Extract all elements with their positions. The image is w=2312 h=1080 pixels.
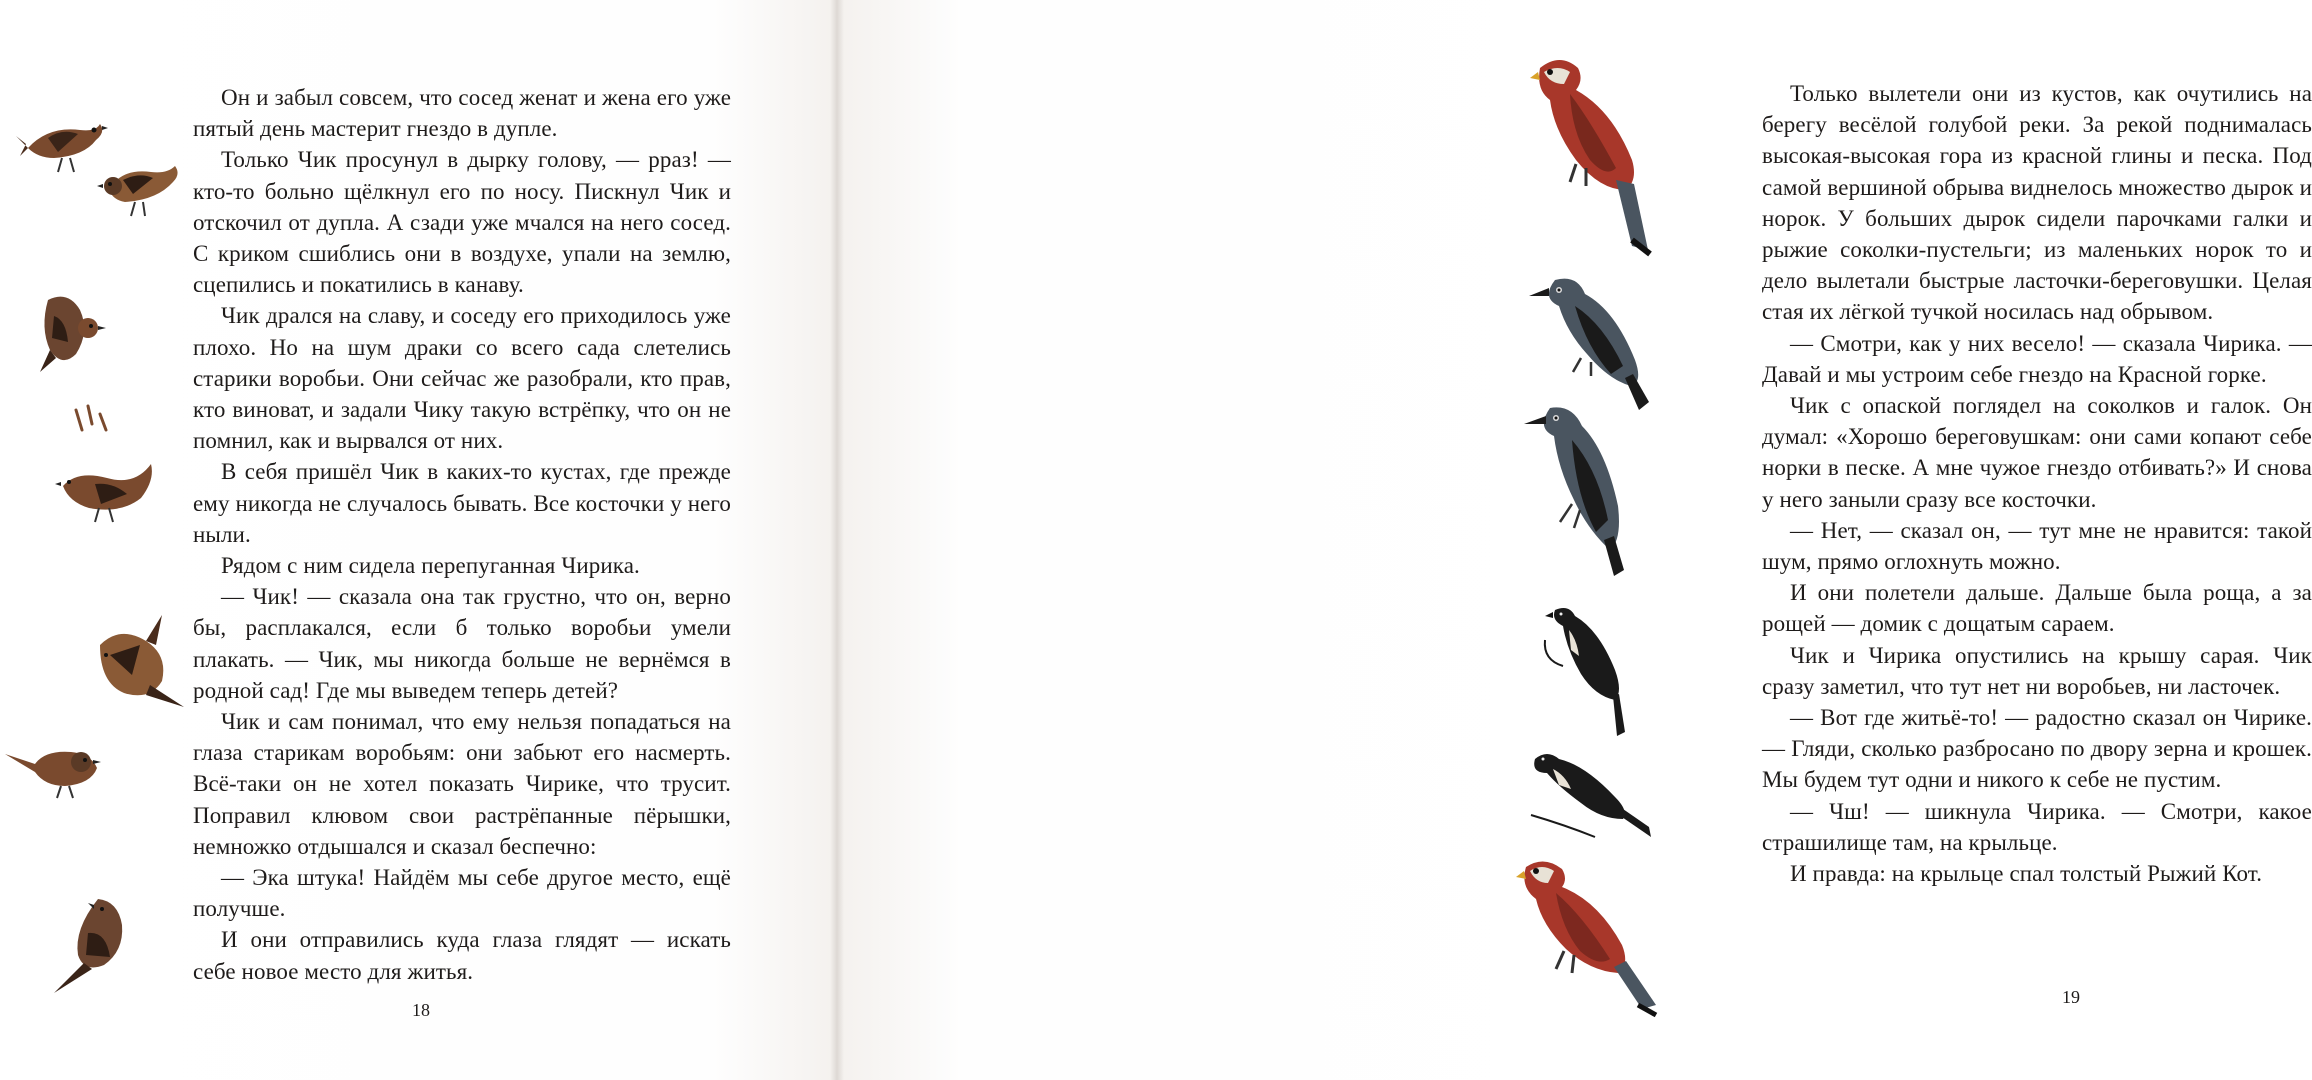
paragraph: Он и забыл совсем, что сосед женат и жена его уже пятый день мастерит гнездо в дупле. bbox=[193, 85, 731, 142]
sparrow-icon bbox=[5, 730, 105, 800]
kestrel-icon bbox=[1510, 855, 1660, 1020]
swallow-icon bbox=[1525, 745, 1655, 855]
paragraph: Чик и сам понимал, что ему нельзя попадаться на глаза старикам воробьям: они забьют его насмерть. Всё-таки он не хотел показать Чирике, что трусит. Поправил клювом свои растрёпанные пёрышки, немножко отдышался и сказал беспечно: bbox=[193, 709, 731, 859]
right-page-text bbox=[1762, 78, 2312, 889]
sparrow-icon bbox=[72, 400, 112, 440]
paragraph: — Чш! — шикнула Чирика. — Смотри, какое страшилище там, на крыльце. bbox=[1762, 798, 2312, 855]
paragraph: Чик дрался на славу, и соседу его приходилось уже плохо. Но на шум драки со всего сада слетелись старики воробьи. Они сейчас же разобрали, кто прав, кто виноват, и задали Чику такую встрёпку, что он не помнил, как и вырвался от них. bbox=[193, 303, 731, 454]
paragraph: Чик с опаской поглядел на соколков и галок. Он думал: «Хорошо береговушкам: они сами копают себе норки в песке. А мне чужое гнездо отбивать?» И снова у него заныли сразу все косточки. bbox=[1762, 393, 2312, 512]
gutter-shadow bbox=[830, 0, 844, 1080]
paragraph: — Чик! — сказала она так грустно, что он, верно бы, расплакался, если б только воробьи умели плакать. — Чик, мы никогда больше не вернёмся в родной сад! Где мы выведем теперь детей? bbox=[193, 584, 731, 703]
paragraph: И они отправились куда глаза глядят — искать себе новое место для житья. bbox=[193, 927, 731, 984]
kestrel-icon bbox=[1520, 50, 1665, 260]
swallow-icon bbox=[1535, 600, 1645, 740]
paragraph: И они полетели дальше. Дальше была роща, а за рощей — домик с дощатым сараем. bbox=[1762, 580, 2312, 637]
paragraph: — Нет, — сказал он, — тут мне не нравится: такой шум, прямо оглохнуть можно. bbox=[1762, 517, 2312, 575]
paragraph: — Вот где житьё-то! — радостно сказал он Чирике. — Гляди, сколько разбросано по двору зерна и крошек. Мы будем тут одни и никого к себе не пустим. bbox=[1762, 705, 2312, 793]
paragraph: Рядом с ним сидела перепуганная Чирика. bbox=[221, 553, 640, 579]
page-number: 19 bbox=[2062, 987, 2080, 1007]
paragraph: Только Чик просунул в дырку голову, — рраз! — кто-то больно щёлкнул его по носу. Пискнул Чик и отскочил от дупла. А сзади уже мчался на него сосед. С криком сшиблись они в воздухе, упали на землю, сцепились и покатились в канаву. bbox=[193, 147, 731, 298]
paragraph: Только вылетели они из кустов, как очутились на берегу весёлой голубой реки. За рекой поднималась высокая-высокая гора из красной глины и песка. Под самой вершиной обрыва виднелось множество дырок и норок. У больших дырок сидели парочками галки и рыжие соколки-пустельги; из маленьких норок то и дело вылетали быстрые ласточки-береговушки. Целая стая их лёгкой тучкой носилась над обрывом. bbox=[1762, 81, 2312, 325]
left-page-text bbox=[193, 82, 731, 987]
paragraph: — Эка штука! Найдём мы себе другое место, ещё получше. bbox=[193, 865, 731, 922]
sparrow-icon bbox=[55, 450, 165, 530]
sparrow-icon bbox=[95, 150, 185, 222]
page-number: 18 bbox=[412, 1000, 430, 1020]
paragraph: В себя пришёл Чик в каких-то кустах, где прежде ему никогда не случалось бывать. Все косточки у него ныли. bbox=[193, 459, 731, 547]
paragraph: Чик и Чирика опустились на крышу сарая. Чик сразу заметил, что тут нет ни воробьев, ни ласточек. bbox=[1762, 642, 2312, 699]
paragraph: И правда: на крыльце спал толстый Рыжий Кот. bbox=[1790, 861, 2263, 887]
jackdaw-icon bbox=[1515, 270, 1655, 420]
jackdaw-icon bbox=[1500, 400, 1640, 580]
paragraph: — Смотри, как у них весело! — сказала Чирика. — Давай и мы устроим себе гнездо на Красной горке. bbox=[1762, 330, 2312, 387]
sparrow-icon bbox=[80, 615, 190, 715]
sparrow-icon bbox=[28, 280, 108, 380]
sparrow-icon bbox=[48, 885, 143, 995]
left-page bbox=[0, 0, 837, 1080]
